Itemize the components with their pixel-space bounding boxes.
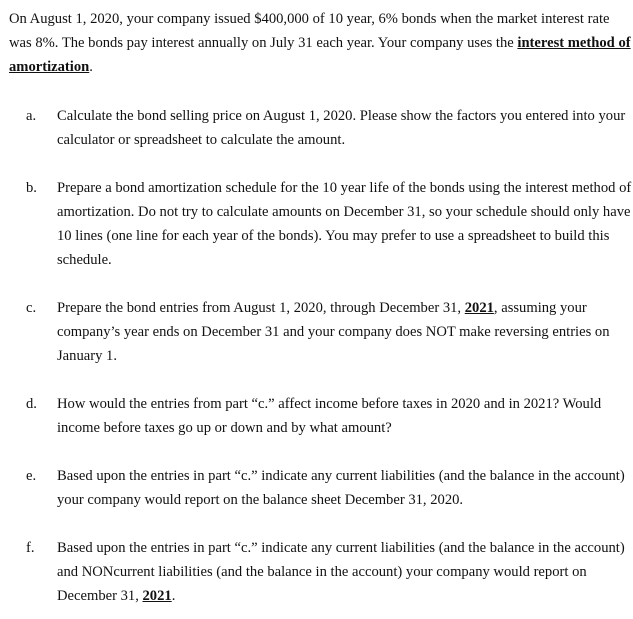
question-c-emphasis: 2021 — [464, 300, 494, 316]
intro-paragraph — [9, 7, 631, 79]
question-e-text: Based upon the entries in part “c.” indicate any current liabilities (and the balance in the account) your company would report on the balance sheet December 31, 2020. — [57, 468, 625, 508]
intro-end: . — [89, 59, 93, 75]
question-a-text: Calculate the bond selling price on August 1, 2020. Please show the factors you entered into your calculator or spreadsheet to calculate the amount. — [57, 108, 626, 148]
question-f-text-after: . — [171, 588, 176, 604]
question-f-emphasis: 2021 — [142, 588, 172, 604]
question-c-text — [57, 296, 632, 368]
question-f-text — [57, 536, 632, 608]
question-e-letter: e. — [26, 468, 37, 484]
question-b-letter: b. — [26, 180, 37, 196]
intro-emphasis: interest method of amortization — [9, 35, 631, 75]
question-d-letter: d. — [26, 396, 37, 412]
question-c-letter: c. — [26, 300, 37, 316]
question-d-text: How would the entries from part “c.” affect income before taxes in 2020 and in 2021? Would income before taxes go up or down and by what amount? — [57, 396, 602, 436]
question-f-letter: f. — [26, 540, 35, 556]
question-a-letter: a. — [26, 108, 37, 124]
intro-text: On August 1, 2020, your company issued $400,000 of 10 year, 6% bonds when the market interest rate was 8%. The bonds pay interest annually on July 31 each year. Your company uses the — [9, 11, 610, 51]
question-f-text-before: Based upon the entries in part “c.” indicate any current liabilities (and the balance in the account) and NONcurrent liabilities (and the balance in the account) your company would report on December 31, — [57, 540, 625, 604]
question-b-text: Prepare a bond amortization schedule for the 10 year life of the bonds using the interest method of amortization. Do not try to calculate amounts on December 31, so your schedule should only have 10 lines (one line for each year of the bonds). You may prefer to use a spreadsheet to build this schedule. — [57, 180, 632, 268]
question-c-text-after: , assuming your company’s year ends on December 31 and your company does NOT make reversing entries on January 1. — [57, 300, 610, 364]
question-c-text-before: Prepare the bond entries from August 1, 2020, through December 31, — [57, 300, 465, 316]
